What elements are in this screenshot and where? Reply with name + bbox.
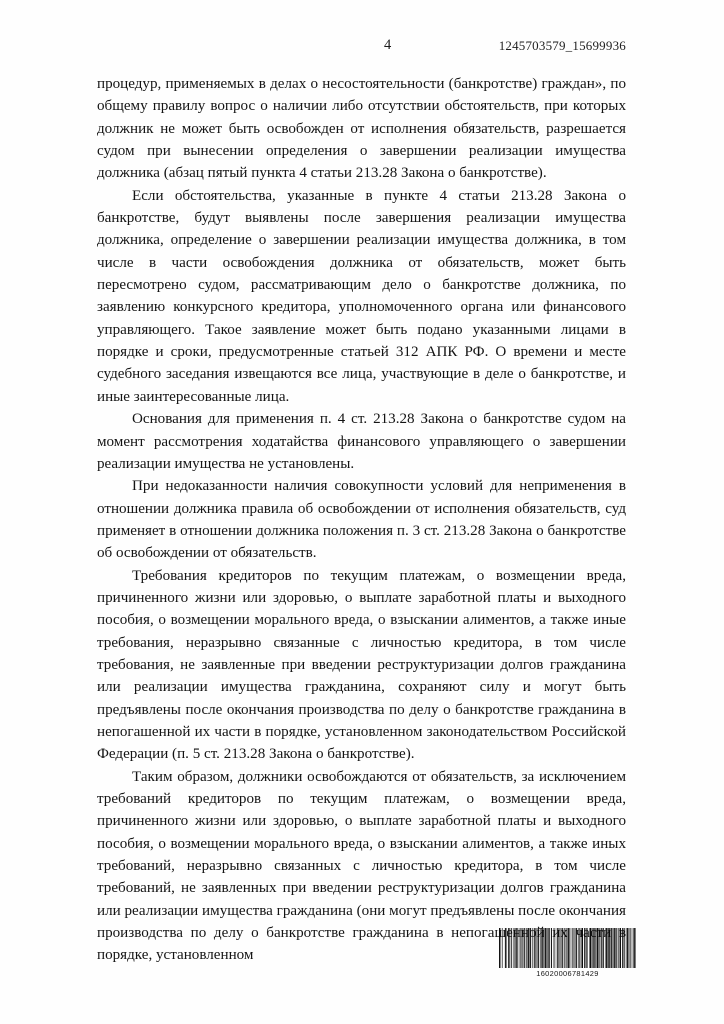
- paragraph: Требования кредиторов по текущим платежам, о возмещении вреда, причиненного жизни или здоровью, о выплате заработной платы и выходного пособия, о возмещении морального вреда, о взыскании алиментов, а также иные требования, неразрывно связанные с личностью кредитора, в том числе требования, не заявленные при введении реструктуризации долгов гражданина или реализации имущества гражданина, сохраняют силу и могут быть предъявлены после окончания производства по делу о банкротстве гражданина в непогашенной их части в порядке, установленном законодательством Российской Федерации (п. 5 ст. 213.28 Закона о банкротстве).: [97, 567, 626, 763]
- page-header: [96, 36, 626, 56]
- paragraph: При недоказанности наличия совокупности условий для неприменения в отношении должника правила об освобождении от исполнения обязательств, суд применяет в отношении должника положения п. 3 ст. 213.28 Закона о банкротстве об освобождении от обязательств.: [97, 478, 626, 562]
- barcode-bars: [499, 928, 636, 968]
- document-id: 1245703579_15699936: [498, 38, 626, 53]
- paragraph: процедур, применяемых в делах о несостоятельности (банкротстве) граждан», по общему правилу вопрос о наличии либо отсутствии обстоятельств, при которых должник не может быть освобожден от исполнения обязательств, разрешается судом при вынесении определения о завершении реализации имущества должника (абзац пятый пункта 4 статьи 213.28 Закона о банкротстве).: [97, 76, 626, 182]
- paragraph: Основания для применения п. 4 ст. 213.28 Закона о банкротстве судом на момент рассмотрения ходатайства финансового управляющего о завершении реализации имущества не установлены.: [97, 411, 626, 472]
- paragraph: Если обстоятельства, указанные в пункте 4 статьи 213.28 Закона о банкротстве, будут выявлены после завершения реализации имущества должника, определение о завершении реализации имущества должника, в том числе в части освобождения должника от обязательств, может быть пересмотрено судом, рассматривающим дело о банкротстве должника, по заявлению конкурсного кредитора, уполномоченного органа или финансового управляющего. Такое заявление может быть подано указанными лицами в порядке и сроки, предусмотренные статьей 312 АПК РФ. О времени и месте судебного заседания извещаются все лица, участвующие в деле о банкротстве, и иные заинтересованные лица.: [97, 187, 626, 405]
- barcode: [499, 928, 636, 978]
- page-number: 4: [384, 37, 392, 53]
- document-body: [97, 73, 626, 967]
- paragraph: Таким образом, должники освобождаются от обязательств, за исключением требований кредиторов по текущим платежам, о возмещении вреда, причиненного жизни или здоровью, о выплате заработной платы и выходного пособия, о возмещении морального вреда, о взыскании алиментов, а также иных требований, неразрывно связанных с личностью кредитора, в том числе требований, не заявленных при введении реструктуризации долгов гражданина или реализации имущества гражданина (они могут предъявлены после окончания производства по делу о банкротстве гражданина в непогашенной их части в порядке, установленном: [97, 768, 626, 964]
- barcode-number: 16020006781429: [536, 969, 599, 978]
